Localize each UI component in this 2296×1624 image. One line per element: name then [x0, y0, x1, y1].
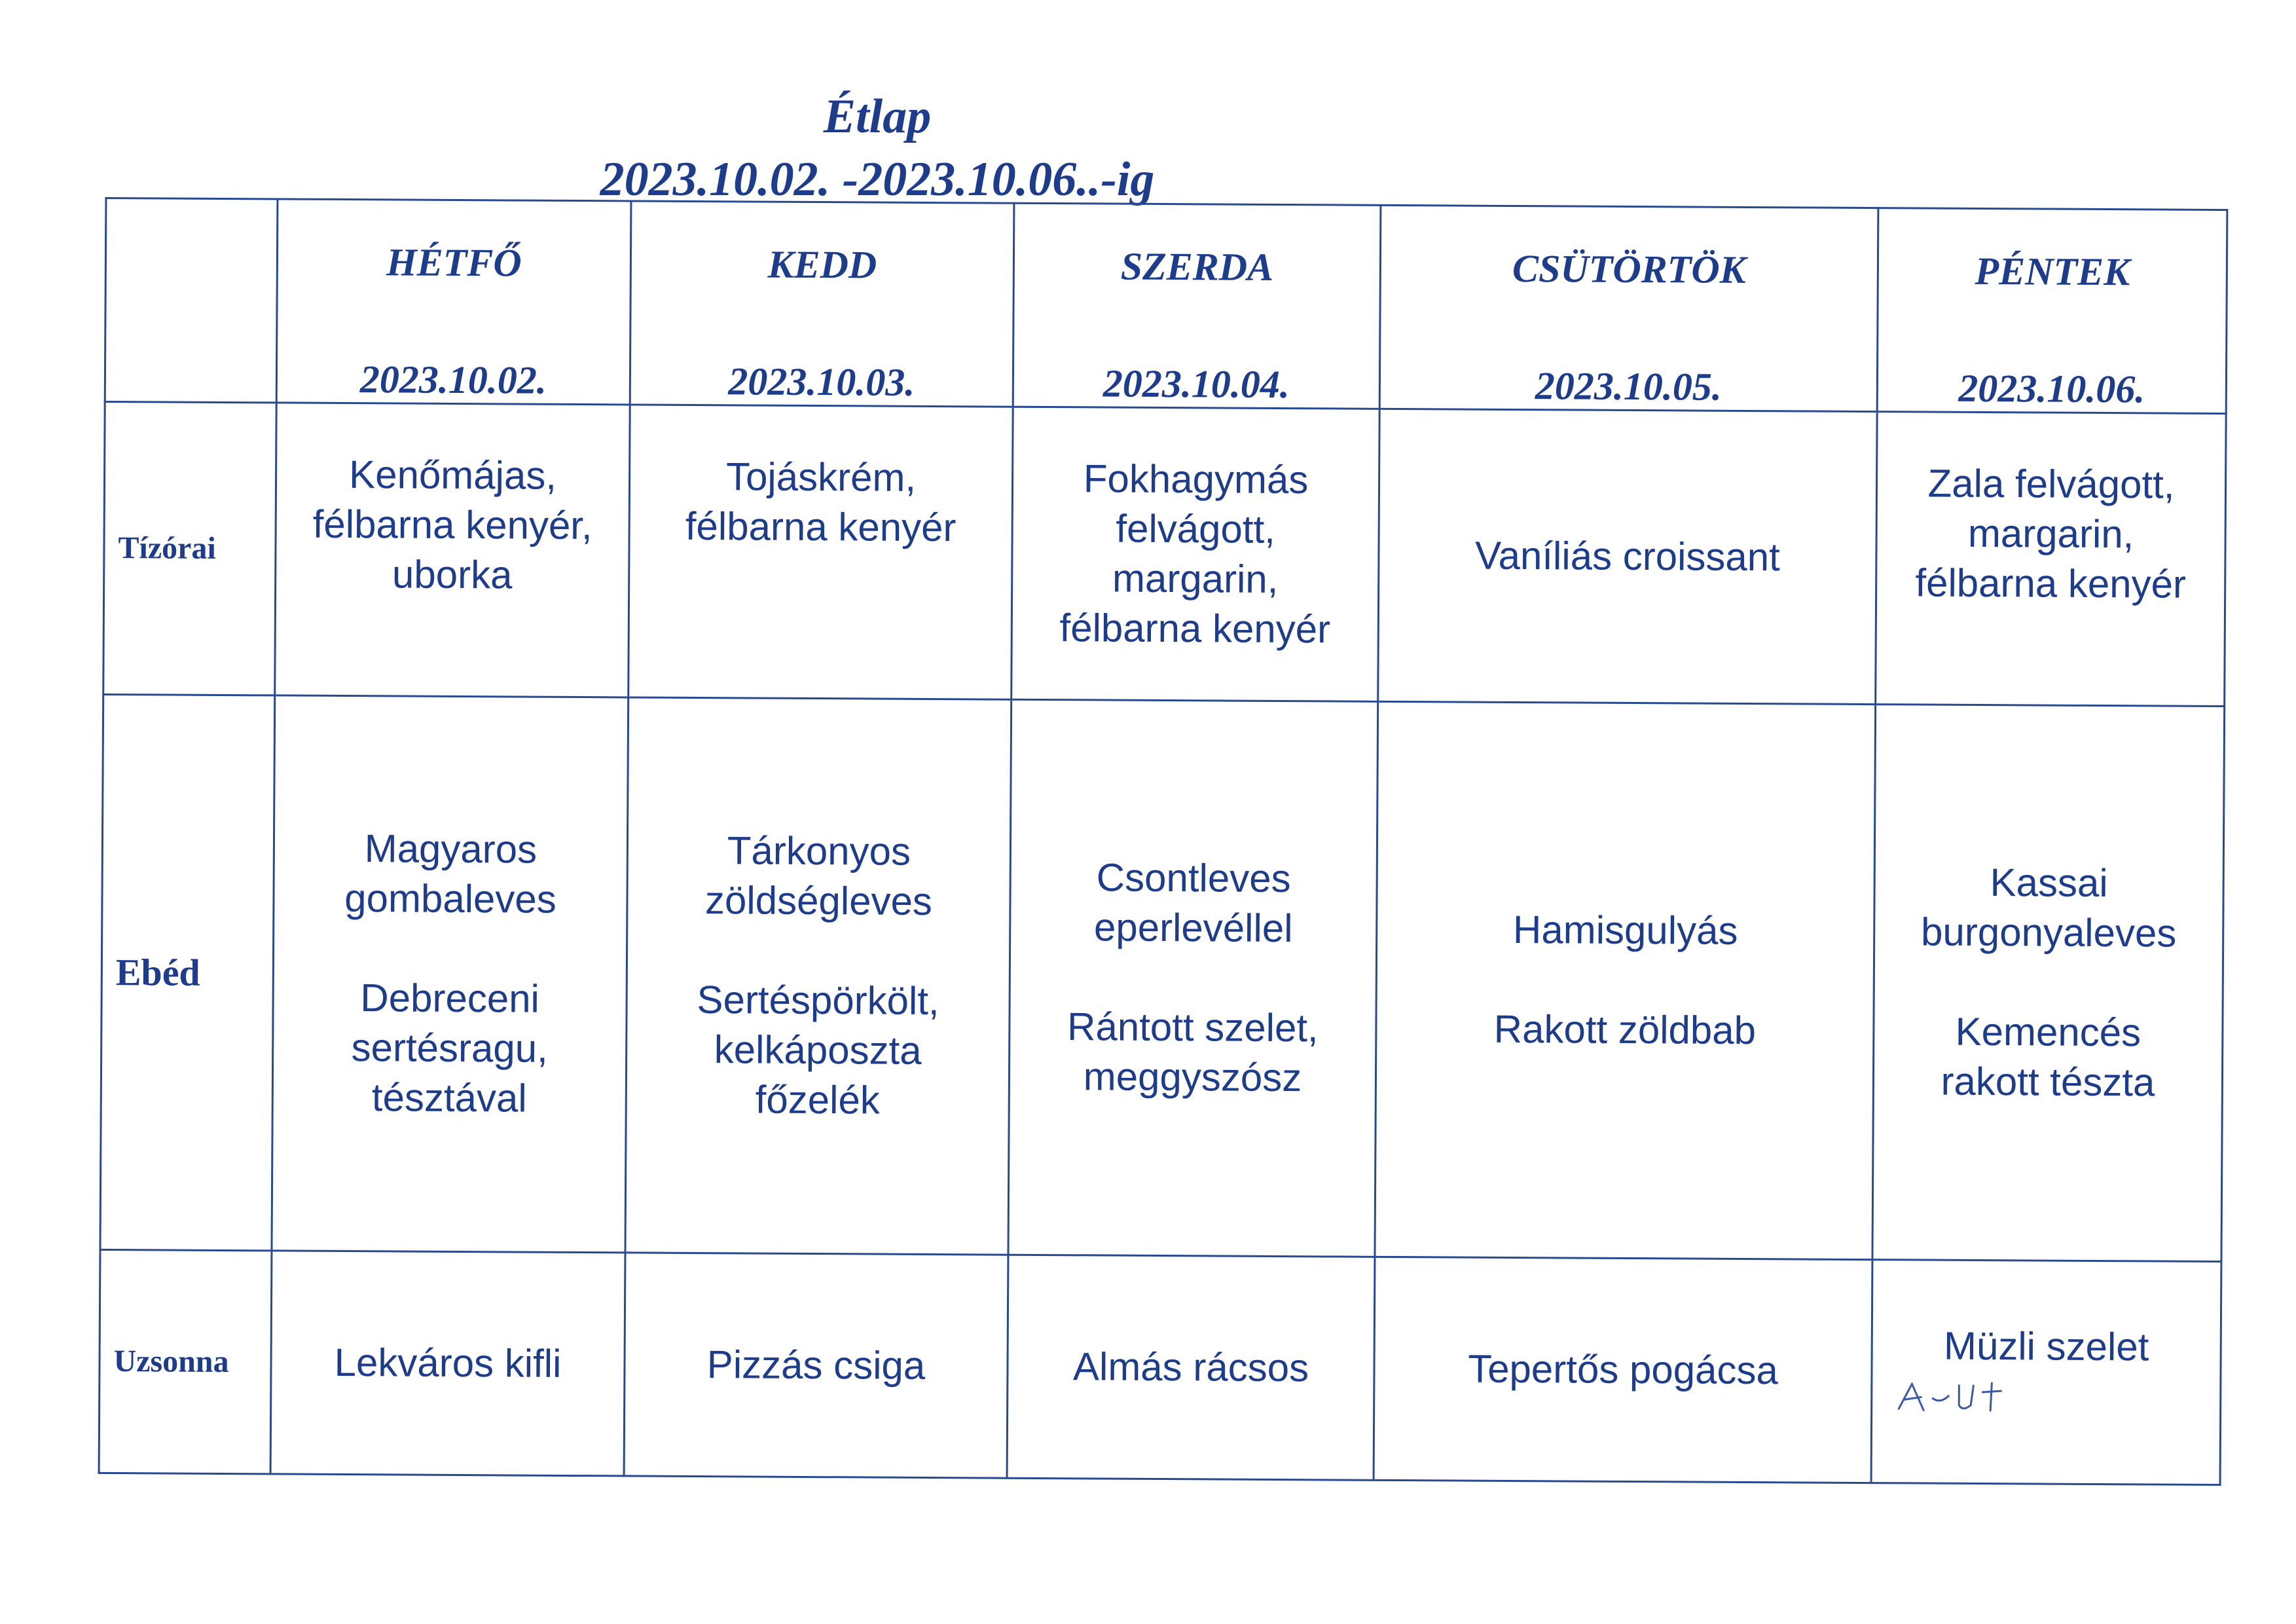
menu-title: Étlap [823, 90, 932, 143]
soup-line: eperlevéllel [1093, 905, 1293, 951]
menu-line: félbarna kenyér [1059, 606, 1331, 652]
uzsonna-cell-friday [1871, 1259, 2221, 1485]
corner-cell [105, 198, 278, 403]
uzsonna-cell-thursday [1374, 1257, 1872, 1483]
day-header-thursday [1379, 205, 1878, 411]
uzsonna-cell-wednesday [1007, 1255, 1375, 1480]
menu-title-block [0, 85, 1755, 211]
menu-date-range: 2023.10.02. -2023.10.06..-ig [600, 153, 1155, 206]
menu-line: margarin, [1967, 511, 2134, 557]
ebed-cell-friday [1872, 704, 2225, 1261]
main-line: meggyszósz [1083, 1054, 1302, 1100]
menu-line: felvágott, [1116, 506, 1276, 551]
tizorai-cell-friday [1876, 412, 2226, 707]
day-name: CSÜTÖRTÖK [1512, 246, 1746, 291]
soup-line: Magyaros [364, 826, 538, 872]
menu-line: félbarna kenyér, [312, 502, 592, 548]
day-name: SZERDA [1120, 244, 1274, 289]
menu-line: Vaníliás croissant [1474, 533, 1781, 580]
soup-line: Hamisgulyás [1512, 908, 1738, 953]
menu-line: uborka [392, 552, 513, 597]
main-line: főzelék [755, 1077, 881, 1122]
ebed-cell-wednesday [1008, 699, 1378, 1257]
day-date: 2023.10.03. [728, 360, 915, 404]
menu-line: félbarna kenyér [685, 504, 957, 550]
day-header-friday [1877, 208, 2227, 414]
main-line: Debreceni [360, 976, 540, 1021]
menu-line: Fokhagymás [1083, 456, 1309, 502]
main-line: sertésragu, [351, 1025, 548, 1071]
soup-line: Csontleves [1096, 855, 1291, 901]
day-header-tuesday [630, 201, 1014, 407]
soup-line: burgonyaleves [1920, 910, 2177, 955]
row-label-tizorai: Tízórai [103, 402, 276, 695]
uzsonna-cell-monday [270, 1251, 625, 1476]
ebed-cell-thursday [1375, 701, 1876, 1259]
soup-line: zöldségleves [704, 878, 933, 924]
handwritten-signature-icon [1872, 1376, 2030, 1422]
day-header-row [105, 198, 2227, 413]
ebed-cell-tuesday [625, 697, 1011, 1255]
day-date: 2023.10.04. [1102, 361, 1290, 407]
menu-line: Lekváros kifli [334, 1340, 562, 1386]
menu-line: Tepertős pogácsa [1467, 1346, 1779, 1393]
soup-line: Tárkonyos [727, 828, 911, 874]
menu-line: Pizzás csiga [706, 1342, 926, 1388]
day-date: 2023.10.05. [1535, 364, 1722, 409]
soup-line: Kassai [1990, 860, 2108, 906]
day-date: 2023.10.02. [359, 358, 547, 402]
day-date: 2023.10.06. [1958, 366, 2145, 411]
main-line: Rakott zöldbab [1493, 1007, 1757, 1053]
main-line: tésztával [371, 1075, 527, 1120]
tizorai-row [103, 402, 2226, 707]
row-label-uzsonna: Uzsonna [99, 1249, 272, 1474]
day-header-monday [276, 199, 631, 405]
main-line: rakott tészta [1941, 1059, 2155, 1105]
tizorai-cell-tuesday [629, 405, 1013, 699]
day-name: KEDD [767, 242, 877, 287]
main-line: Kemencés [1955, 1009, 2141, 1055]
day-header-wednesday [1013, 203, 1381, 409]
menu-line: Almás rácsos [1072, 1344, 1309, 1390]
menu-line: margarin, [1112, 556, 1279, 601]
day-name: PÉNTEK [1975, 249, 2130, 294]
ebed-row [100, 694, 2225, 1261]
main-line: Rántott szelet, [1066, 1005, 1319, 1050]
tizorai-cell-thursday [1378, 409, 1877, 704]
uzsonna-cell-tuesday [624, 1253, 1008, 1479]
tizorai-cell-monday [275, 403, 630, 697]
menu-line: félbarna kenyér [1915, 561, 2187, 606]
menu-line: Müzli szelet [1943, 1323, 2149, 1369]
weekly-menu-table [98, 197, 2229, 1486]
row-label-ebed: Ebéd [100, 694, 275, 1250]
uzsonna-row [99, 1249, 2221, 1485]
day-name: HÉTFŐ [386, 240, 522, 285]
menu-line: Tojáskrém, [725, 454, 917, 500]
menu-line: Zala felvágott, [1927, 461, 2175, 507]
soup-line: gombaleves [344, 876, 556, 922]
tizorai-cell-wednesday [1011, 407, 1379, 701]
ebed-cell-monday [272, 695, 629, 1253]
main-line: kelkáposzta [714, 1027, 922, 1073]
main-line: Sertéspörkölt, [697, 978, 939, 1024]
menu-line: Kenőmájas, [348, 452, 557, 498]
